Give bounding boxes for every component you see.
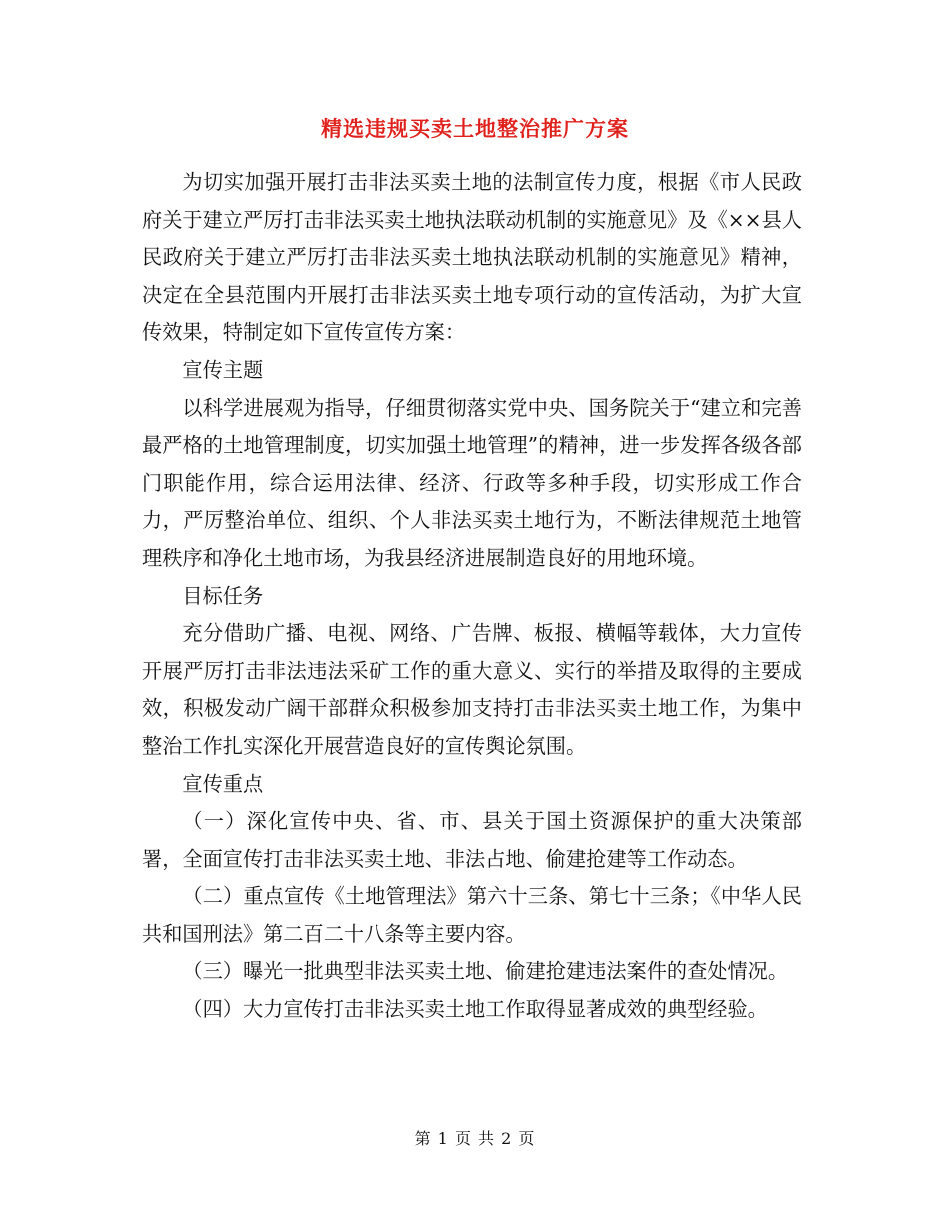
heading-goals: 目标任务	[182, 583, 264, 608]
paragraph-intro: 为切实加强开展打击非法买卖土地的法制宣传力度，根据《市人民政府关于建立严厉打击非法买卖土地执法联动机制的实施意见》及《××县人民政府关于建立严厉打击非法买卖土地执法联动机制的实施意见》精神，决定在全县范围内开展打击非法买卖土地专项行动的宣传活动，为扩大宣传效果，特制定如下宣传宣传方案：	[142, 170, 802, 345]
focus-item-1: （一）深化宣传中央、省、市、县关于国土资源保护的重大决策部署，全面宣传打击非法买卖土地、非法占地、偷建抢建等工作动态。	[142, 809, 802, 871]
heading-focus: 宣传重点	[182, 771, 264, 796]
heading-theme: 宣传主题	[182, 357, 264, 382]
document-title: 精选违规买卖土地整治推广方案	[321, 116, 629, 141]
document-body	[142, 164, 802, 1029]
paragraph-theme: 以科学进展观为指导，仔细贯彻落实党中央、国务院关于“建立和完善最严格的土地管理制度，切实加强土地管理”的精神，进一步发挥各级各部门职能作用，综合运用法律、经济、行政等多种手段，切实形成工作合力，严厉整治单位、组织、个人非法买卖土地行为，不断法律规范土地管理秩序和净化土地市场，为我县经济进展制造良好的用地环境。	[142, 395, 802, 570]
page-footer: 第 1 页 共 2 页	[414, 1129, 536, 1148]
paragraph-goals: 充分借助广播、电视、网络、广告牌、板报、横幅等载体，大力宣传开展严厉打击非法违法采矿工作的重大意义、实行的举措及取得的主要成效，积极发动广阔干部群众积极参加支持打击非法买卖土地工作，为集中整治工作扎实深化开展营造良好的宣传舆论氛围。	[142, 621, 802, 758]
focus-item-3: （三）曝光一批典型非法买卖土地、偷建抢建违法案件的查处情况。	[182, 959, 789, 984]
focus-item-2: （二）重点宣传《土地管理法》第六十三条、第七十三条；《中华人民共和国刑法》第二百二十八条等主要内容。	[142, 884, 802, 946]
focus-item-4: （四）大力宣传打击非法买卖土地工作取得显著成效的典型经验。	[182, 997, 768, 1022]
